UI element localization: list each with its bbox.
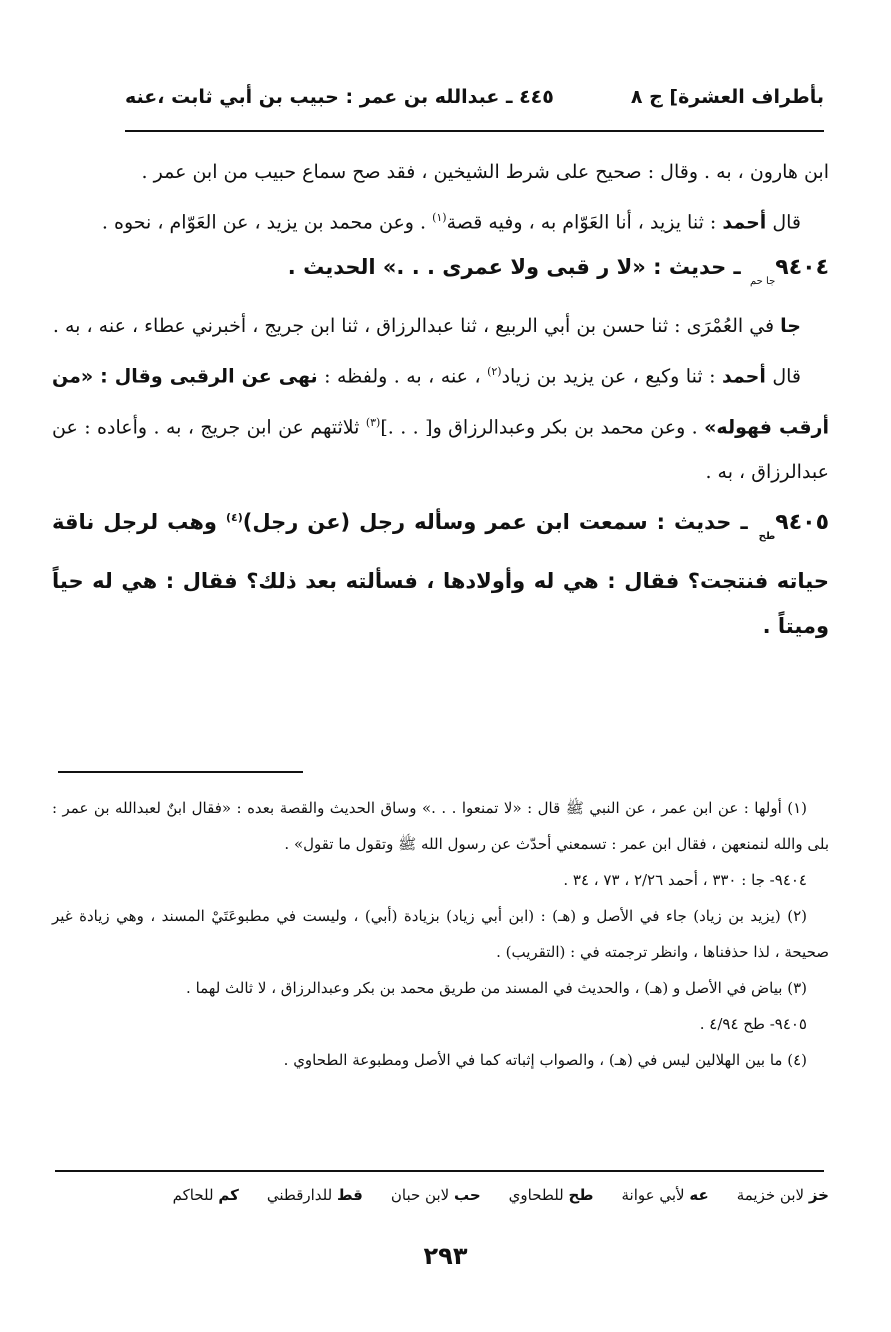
footnote-ref-4: (٤)	[225, 510, 243, 524]
source-codes: طح	[758, 530, 776, 542]
footnote-ref-1: (١)	[432, 211, 447, 224]
footnote-2: (٢) (يزيد بن زياد) جاء في الأصل و (هـ) : (ابن أبي زياد) بزيادة (أبي) ، وليست في مطبوعَتَيْ المسند ، وهي زيادة غير صحيحة ، لذا حذفناها ، وانظر ترجمته في : (التقريب) .	[52, 907, 829, 961]
footnote-source-9404: ٩٤٠٤- جا : ٣٣٠ ، أحمد ٢/٢٦ ، ٧٣ ، ٣٤ .	[563, 871, 807, 889]
legend-item: طح للطحاوي	[508, 1186, 594, 1204]
legend-item: خز لابن خزيمة	[736, 1186, 829, 1204]
legend-item: عه لأبي عوانة	[621, 1186, 709, 1204]
header-section-title: ٤٤٥ ـ عبدالله بن عمر : حبيب بن أبي ثابت ،عنه	[125, 86, 554, 108]
footnote-separator	[58, 771, 303, 773]
header-rule	[125, 130, 824, 132]
narrator-name: أحمد	[722, 211, 767, 234]
running-header	[125, 86, 824, 120]
hadith-heading-9404	[52, 245, 829, 304]
hadith-title: ـ حديث : «لا ر قبى ولا عمرى . . .» الحديث .	[287, 255, 749, 280]
footnote-3: (٣) بياض في الأصل و (هـ) ، والحديث في المسند من طريق محمد بن بكر وعبدالرزاق ، لا ثالث لهما .	[186, 979, 807, 997]
source-codes: جا حم	[750, 276, 776, 288]
footnote-1: (١) أولها : عن ابن عمر ، عن النبي ﷺ قال : «لا تمنعوا . . .» وساق الحديث والقصة بعده : «فقال ابنٌ لعبدالله بن عمر : بلى والله لنمنعهن ، فقال ابن عمر : تسمعني أحدّث عن رسول الله ﷺ وتقول ما تقول» .	[52, 799, 829, 853]
footnote-ref-2: (٢)	[487, 365, 502, 379]
legend-item: حب لابن حبان	[390, 1186, 481, 1204]
abbreviation-legend	[55, 1186, 829, 1216]
hadith-number: ٩٤٠٥	[775, 509, 829, 535]
page-number: ٢٩٣	[423, 1242, 468, 1270]
paragraph-4: قال أحمد : ثنا وكيع ، عن يزيد بن زياد$^{(٢)}$ ، عنه ، به . ولفظه : نهى عن الرقبى وقال : «من أرقب فهوله» . وعن محمد بن بكر وعبدالرزاق و[ . . .]$^{(٣)}$ ثلاثتهم عن ابن جريج ، به . وأعاده : عن عبدالرزاق ، به .	[52, 365, 829, 483]
legend-item: كم للحاكم	[172, 1186, 239, 1204]
legend-rule	[55, 1170, 824, 1172]
paragraph-1: ابن هارون ، به . وقال : صحيح على شرط الشيخين ، فقد صح سماع حبيب من ابن عمر .	[141, 161, 829, 183]
footnote-4: (٤) ما بين الهلالين ليس في (هـ) ، والصواب إثباته كما في الأصل ومطبوعة الطحاوي .	[283, 1051, 807, 1069]
paragraph-2: قال أحمد : ثنا يزيد ، أنا العَوّام به ، وفيه قصة$^{(١)}$ . وعن محمد بن يزيد ، عن العَوّام ، نحوه .	[101, 211, 801, 234]
legend-item: قط للدارقطني	[266, 1186, 363, 1204]
footnotes	[52, 790, 829, 1078]
main-text	[52, 150, 829, 649]
header-volume-title: بأطراف العشرة] ج ٨	[630, 86, 824, 108]
hadith-number: ٩٤٠٤	[775, 255, 829, 281]
hadith-heading-9405: $٩٤٠٥_{طح}$ ـ حديث : سمعت ابن عمر وسأله رجل (عن رجل)$^{(٤)}$ وهب لرجل ناقة حياته فنتجت؟ فقال : هي له وأولادها ، فسألته بعد ذلك؟ فقال : هي له حياً وميتاً .	[52, 509, 829, 638]
paragraph-3: جا في العُمْرَى : ثنا حسن بن أبي الربيع ، ثنا عبدالرزاق ، ثنا ابن جريج ، أخبرني عطاء ، عنه ، به .	[52, 315, 801, 338]
footnote-ref-3: (٣)	[365, 415, 381, 429]
footnote-source-9405: ٩٤٠٥- طح ٤/٩٤ .	[699, 1015, 807, 1033]
